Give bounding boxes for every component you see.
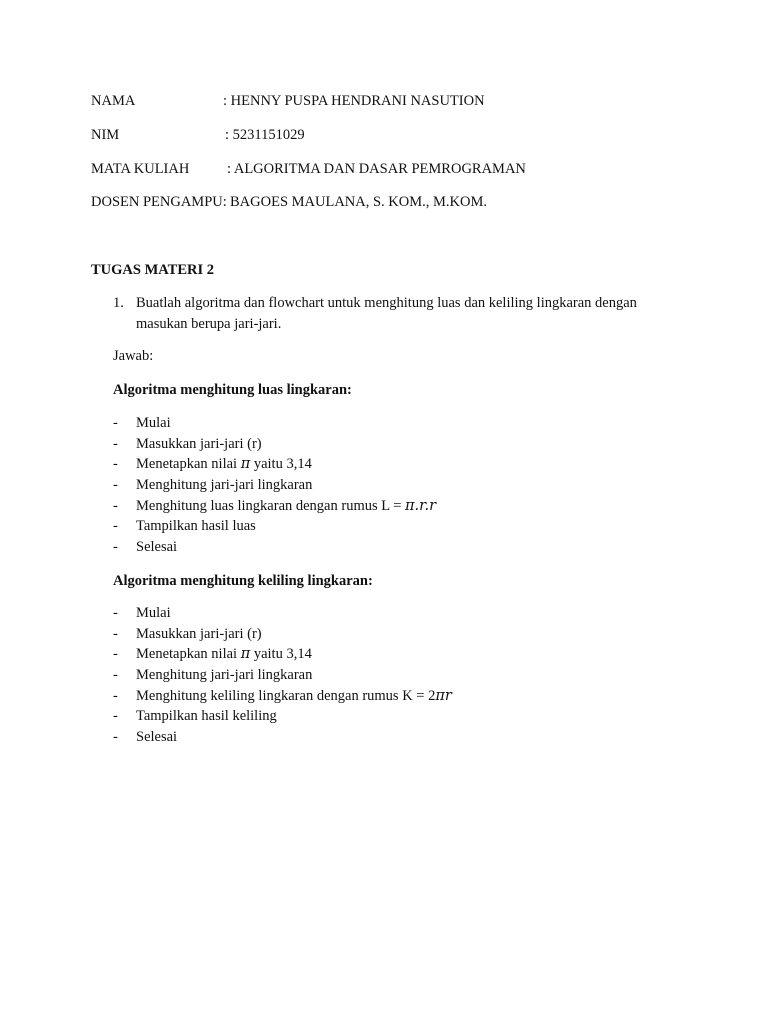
list-bullet-dash: - (113, 708, 118, 725)
step-text-part: Menetapkan nilai (136, 456, 241, 473)
math-expression: π (240, 456, 251, 473)
nim-label: NIM (91, 127, 120, 143)
list-bullet-dash: - (113, 625, 118, 642)
dosen-label: DOSEN PENGAMPU: (91, 194, 227, 210)
step-text (136, 686, 452, 707)
math-expression: πr (435, 687, 452, 704)
step-text: Selesai (136, 729, 178, 746)
luas-heading: Algoritma menghitung luas lingkaran: (113, 382, 352, 398)
list-bullet-dash: - (113, 667, 118, 684)
step-text (136, 644, 312, 665)
math-expression: π.r.r (405, 497, 437, 514)
keliling-heading: Algoritma menghitung keliling lingkaran: (113, 573, 373, 589)
answer-label: Jawab: (113, 348, 154, 364)
step-text-part: yaitu 3,14 (250, 456, 312, 473)
step-text: Menghitung jari-jari lingkaran (136, 477, 313, 494)
list-bullet-dash: - (113, 729, 118, 746)
question-line-1: Buatlah algoritma dan flowchart untuk menghitung luas dan keliling lingkaran dengan (136, 295, 637, 311)
list-bullet-dash: - (113, 539, 118, 556)
question-number: 1. (113, 295, 124, 311)
list-bullet-dash: - (113, 435, 118, 452)
page-title: TUGAS MATERI 2 (91, 262, 214, 278)
dosen-value: BAGOES MAULANA, S. KOM., M.KOM. (230, 194, 487, 210)
nim-value: : 5231151029 (225, 127, 305, 143)
step-text: Tampilkan hasil luas (136, 518, 256, 535)
step-text: Masukkan jari-jari (r) (136, 435, 262, 452)
nama-label: NAMA (91, 93, 136, 109)
list-bullet-dash: - (113, 497, 118, 514)
list-bullet-dash: - (113, 605, 118, 621)
step-text: Tampilkan hasil keliling (136, 708, 277, 725)
list-bullet-dash: - (113, 477, 118, 494)
step-text: Mulai (136, 415, 171, 431)
step-text: Masukkan jari-jari (r) (136, 625, 262, 642)
list-bullet-dash: - (113, 687, 118, 704)
mata-kuliah-value: : ALGORITMA DAN DASAR PEMROGRAMAN (227, 161, 526, 177)
step-text-part: yaitu 3,14 (250, 646, 312, 663)
math-expression: π (240, 646, 251, 663)
step-text (136, 454, 312, 475)
question-text (136, 293, 676, 335)
mata-kuliah-label: MATA KULIAH (91, 161, 190, 177)
step-text-part: Menghitung luas lingkaran dengan rumus L = (136, 497, 405, 514)
list-bullet-dash: - (113, 518, 118, 535)
step-text-part: Menghitung keliling lingkaran dengan rumus K = 2 (136, 687, 436, 704)
step-text (136, 496, 436, 517)
step-text: Menghitung jari-jari lingkaran (136, 667, 313, 684)
step-text-part: Menetapkan nilai (136, 646, 241, 663)
step-text: Mulai (136, 605, 171, 621)
step-text: Selesai (136, 539, 178, 556)
list-bullet-dash: - (113, 646, 118, 663)
question-line-2: masukan berupa jari-jari. (136, 316, 282, 332)
list-bullet-dash: - (113, 456, 118, 473)
list-bullet-dash: - (113, 415, 118, 431)
nama-value: : HENNY PUSPA HENDRANI NASUTION (223, 93, 485, 109)
